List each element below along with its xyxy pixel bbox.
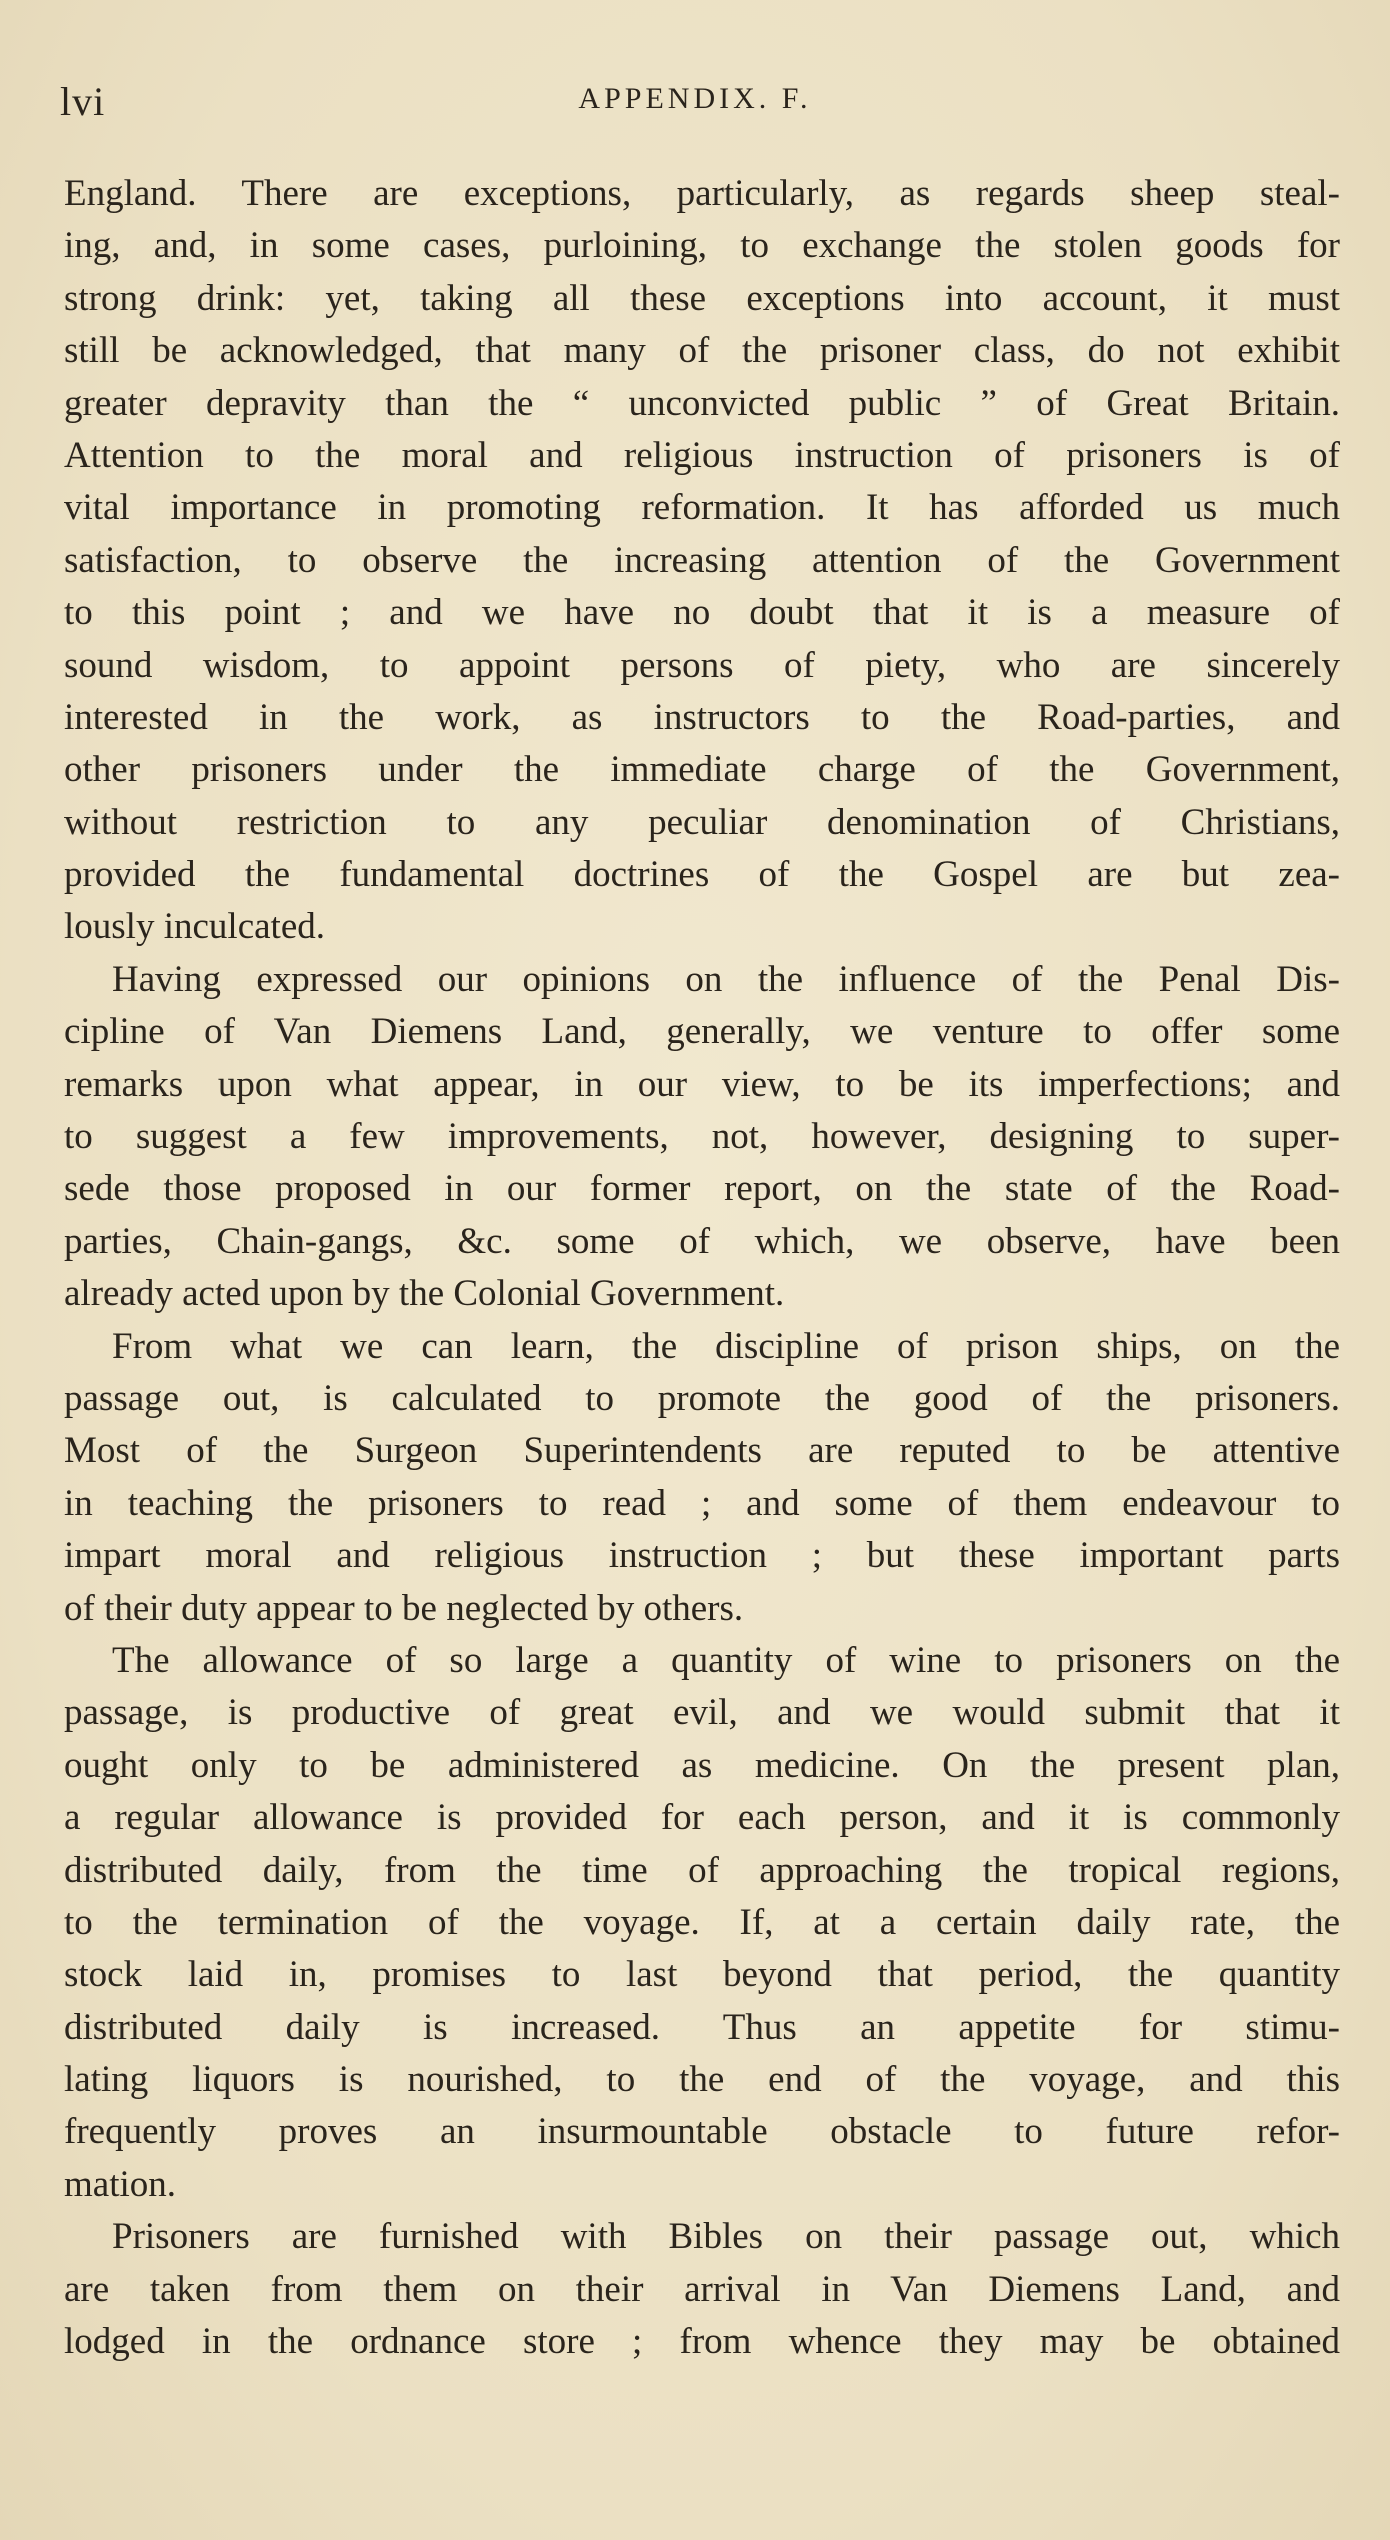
text-line: provided the fundamental doctrines of the Gospel are but zea- [64, 854, 1340, 896]
text-line: are taken from them on their arrival in Van Diemens Land, and [64, 2268, 1340, 2310]
text-line: to this point ; and we have no doubt that it is a measure of [64, 592, 1340, 634]
body-text [64, 168, 1340, 2368]
text-line: distributed daily is increased. Thus an appetite for stimu- [64, 2006, 1340, 2048]
text-line: passage, is productive of great evil, and we would submit that it [64, 1692, 1340, 1734]
text-line: ought only to be administered as medicine. On the present plan, [64, 1744, 1340, 1786]
text-line: frequently proves an insurmountable obstacle to future refor- [64, 2111, 1340, 2153]
text-line: sound wisdom, to appoint persons of piety, who are sincerely [64, 644, 1340, 686]
text-line: ing, and, in some cases, purloining, to exchange the stolen goods for [64, 225, 1340, 267]
text-line: satisfaction, to observe the increasing attention of the Government [64, 539, 1340, 581]
text-line: already acted upon by the Colonial Government. [64, 1273, 785, 1315]
text-line: Having expressed our opinions on the influence of the Penal Dis- [112, 958, 1340, 1000]
text-line: to the termination of the voyage. If, at a certain daily rate, the [64, 1901, 1340, 1943]
text-line: lodged in the ordnance store ; from whence they may be obtained [64, 2321, 1340, 2363]
text-line: strong drink: yet, taking all these exceptions into account, it must [64, 277, 1340, 319]
text-line: interested in the work, as instructors to the Road-parties, and [64, 696, 1340, 738]
text-line: to suggest a few improvements, not, however, designing to super- [64, 1116, 1340, 1158]
text-line: stock laid in, promises to last beyond that period, the quantity [64, 1954, 1340, 1996]
text-line: lating liquors is nourished, to the end of the voyage, and this [64, 2059, 1340, 2101]
text-line: England. There are exceptions, particularly, as regards sheep steal- [64, 173, 1340, 214]
page-header [60, 78, 1330, 128]
text-line: parties, Chain-gangs, &c. some of which, we observe, have been [64, 1220, 1340, 1262]
text-line: greater depravity than the “ unconvicted public ” of Great Britain. [64, 382, 1340, 424]
page-number: lvi [60, 79, 106, 124]
text-line: remarks upon what appear, in our view, to be its imperfections; and [64, 1063, 1340, 1105]
text-line: other prisoners under the immediate charge of the Government, [64, 749, 1340, 791]
text-line: vital importance in promoting reformation. It has afforded us much [64, 487, 1340, 529]
text-line: distributed daily, from the time of approaching the tropical regions, [64, 1849, 1340, 1891]
text-line: sede those proposed in our former report, on the state of the Road- [64, 1168, 1340, 1210]
text-line: cipline of Van Diemens Land, generally, we venture to offer some [64, 1011, 1340, 1053]
text-line: mation. [64, 2163, 177, 2205]
text-line: without restriction to any peculiar denomination of Christians, [64, 801, 1340, 843]
text-line: in teaching the prisoners to read ; and some of them endeavour to [64, 1482, 1340, 1524]
text-line: of their duty appear to be neglected by others. [64, 1587, 744, 1629]
text-line: a regular allowance is provided for each person, and it is commonly [64, 1797, 1340, 1839]
text-line: The allowance of so large a quantity of wine to prisoners on the [112, 1639, 1340, 1681]
text-line: From what we can learn, the discipline of prison ships, on the [112, 1325, 1340, 1367]
text-line: Prisoners are furnished with Bibles on their passage out, which [112, 2216, 1340, 2258]
text-line: passage out, is calculated to promote the good of the prisoners. [64, 1377, 1340, 1419]
text-line: Attention to the moral and religious instruction of prisoners is of [64, 434, 1340, 476]
text-line: still be acknowledged, that many of the prisoner class, do not exhibit [64, 330, 1340, 372]
text-line: impart moral and religious instruction ; but these important parts [64, 1535, 1340, 1577]
text-line: lously inculcated. [64, 906, 325, 948]
text-line: Most of the Surgeon Superintendents are reputed to be attentive [64, 1430, 1340, 1472]
running-head: APPENDIX. F. [578, 82, 812, 115]
